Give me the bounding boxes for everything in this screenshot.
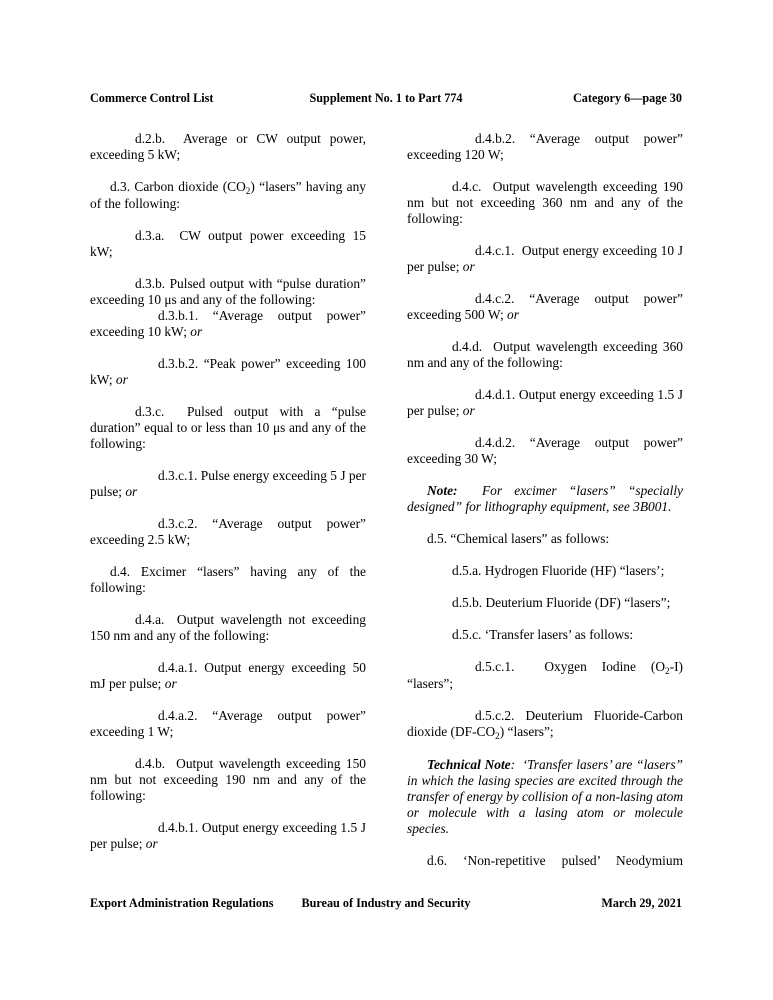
text-run: d.2.b. Average or CW output power, exceeding 5 kW; bbox=[90, 131, 366, 162]
footer-regulations: Export Administration Regulations bbox=[90, 896, 274, 910]
para-d.3.b.1 bbox=[90, 308, 366, 340]
text-run: or bbox=[145, 836, 158, 851]
para-d.3 bbox=[90, 179, 366, 212]
para-d.3.c.2 bbox=[90, 516, 366, 548]
para-d.4.d.2 bbox=[407, 435, 683, 467]
text-run: d.5. “Chemical lasers” as follows: bbox=[427, 531, 610, 546]
text-run: d.3. Carbon dioxide (CO bbox=[110, 179, 246, 194]
text-run: For excimer “lasers” “specially designed” for lithography equipment, see 3B001. bbox=[407, 483, 683, 514]
para-d.4.b.2 bbox=[407, 131, 683, 163]
text-run: d.5.c. ‘Transfer lasers’ as follows: bbox=[452, 627, 634, 642]
text-column-right bbox=[407, 131, 683, 885]
para-note-excimer bbox=[407, 483, 683, 515]
text-run: or bbox=[507, 307, 519, 322]
document-body bbox=[90, 131, 683, 885]
text-run: d.4.b.2. “Average output power” exceeding 120 W; bbox=[407, 131, 683, 162]
page-footer bbox=[90, 896, 682, 910]
page-header bbox=[90, 91, 682, 105]
footer-date: March 29, 2021 bbox=[601, 896, 682, 910]
header-title: Commerce Control List bbox=[90, 91, 214, 105]
text-run: d.4.a.2. “Average output power” exceeding 1 W; bbox=[90, 708, 366, 739]
para-d.5.a bbox=[407, 563, 683, 579]
text-run: d.3.c.2. “Average output power” exceeding 2.5 kW; bbox=[90, 516, 366, 547]
subscript-text: 2 bbox=[245, 185, 251, 196]
text-run: or bbox=[462, 403, 475, 418]
para-d.5.c.1 bbox=[407, 659, 683, 692]
para-d.5 bbox=[407, 531, 683, 547]
text-run: d.4. Excimer “lasers” having any of the following: bbox=[90, 564, 366, 595]
para-d.4.c bbox=[407, 179, 683, 227]
text-run: d.4.c. Output wavelength exceeding 190 nm but not exceeding 360 nm and any of the following: bbox=[407, 179, 683, 226]
para-d.4.a.1 bbox=[90, 660, 366, 692]
para-d.4.c.1 bbox=[407, 243, 683, 275]
text-run: d.5.b. Deuterium Fluoride (DF) “lasers”; bbox=[452, 595, 671, 610]
text-run: d.3.c.1. Pulse energy exceeding 5 J per pulse; bbox=[90, 468, 366, 499]
text-run: -I) “lasers”; bbox=[407, 659, 683, 691]
text-run: d.5.a. Hydrogen Fluoride (HF) “lasers’; bbox=[452, 563, 665, 578]
text-run: : ‘Transfer lasers’ are “lasers” in which the lasing species are excited through the transfer of energy by collision of a non-lasing atom or molecule with a lasing atom or molecule species. bbox=[407, 757, 684, 836]
text-run: or bbox=[125, 484, 138, 499]
para-d.3.b bbox=[90, 276, 366, 308]
para-d.4.a.2 bbox=[90, 708, 366, 740]
text-run: d.4.c.2. “Average output power” exceeding 500 W; bbox=[407, 291, 683, 322]
text-run: or bbox=[190, 324, 203, 339]
text-run: d.3.a. CW output power exceeding 15 kW; bbox=[90, 228, 366, 259]
text-run: d.4.d.1. Output energy exceeding 1.5 J per pulse; bbox=[407, 387, 683, 418]
text-run: d.3.b. Pulsed output with “pulse duration” exceeding 10 μs and any of the following: bbox=[90, 276, 366, 307]
subscript-text: 2 bbox=[665, 665, 670, 676]
text-column-left bbox=[90, 131, 366, 885]
para-d.4.d.1 bbox=[407, 387, 683, 419]
para-d.2.b bbox=[90, 131, 366, 163]
text-run: or bbox=[164, 676, 177, 691]
subscript-text: 2 bbox=[495, 730, 500, 741]
para-d.3.b.2 bbox=[90, 356, 366, 388]
footer-bureau: Bureau of Industry and Security bbox=[301, 896, 471, 910]
text-run: d.3.b.2. “Peak power” exceeding 100 kW; bbox=[90, 356, 366, 387]
text-run: d.4.d. Output wavelength exceeding 360 nm and any of the following: bbox=[407, 339, 683, 370]
text-run: d.3.b.1. “Average output power” exceeding 10 kW; bbox=[90, 308, 366, 339]
text-run: Note: bbox=[427, 483, 458, 498]
header-supplement: Supplement No. 1 to Part 774 bbox=[309, 91, 463, 105]
para-d.3.c bbox=[90, 404, 366, 452]
text-run: d.4.b.1. Output energy exceeding 1.5 J per pulse; bbox=[90, 820, 366, 851]
text-run: or bbox=[115, 372, 128, 387]
para-d.4.c.2 bbox=[407, 291, 683, 323]
para-d.4.b.1 bbox=[90, 820, 366, 852]
para-d.4.d bbox=[407, 339, 683, 371]
text-run: ) “lasers” having any of the following: bbox=[90, 179, 366, 211]
text-run: Technical Note bbox=[427, 757, 511, 772]
text-run: d.6. ‘Non-repetitive pulsed’ Neodymium bbox=[427, 853, 683, 868]
para-technical-note bbox=[407, 757, 683, 837]
text-run: ) “lasers”; bbox=[499, 724, 554, 739]
para-d.3.a bbox=[90, 228, 366, 260]
para-d.4.a bbox=[90, 612, 366, 644]
text-run: or bbox=[462, 259, 475, 274]
text-run: d.5.c.1. Oxygen Iodine (O bbox=[475, 659, 666, 674]
para-d.3.c.1 bbox=[90, 468, 366, 500]
text-run: d.4.a. Output wavelength not exceeding 150 nm and any of the following: bbox=[90, 612, 366, 643]
text-run: d.4.d.2. “Average output power” exceeding 30 W; bbox=[407, 435, 683, 466]
para-d.4.b bbox=[90, 756, 366, 804]
text-run: d.3.c. Pulsed output with a “pulse duration” equal to or less than 10 μs and any of the following: bbox=[90, 404, 366, 451]
para-d.4 bbox=[90, 564, 366, 596]
para-d.5.c bbox=[407, 627, 683, 643]
para-d.5.c.2 bbox=[407, 708, 683, 741]
para-d.6 bbox=[407, 853, 683, 869]
header-page-number: Category 6—page 30 bbox=[573, 91, 682, 105]
text-run: d.4.b. Output wavelength exceeding 150 nm but not exceeding 190 nm and any of the following: bbox=[90, 756, 366, 803]
para-d.5.b bbox=[407, 595, 683, 611]
text-run: d.4.c.1. Output energy exceeding 10 J per pulse; bbox=[407, 243, 683, 274]
text-run: d.4.a.1. Output energy exceeding 50 mJ per pulse; bbox=[90, 660, 366, 691]
text-run: d.5.c.2. Deuterium Fluoride-Carbon dioxide (DF-CO bbox=[407, 708, 683, 739]
